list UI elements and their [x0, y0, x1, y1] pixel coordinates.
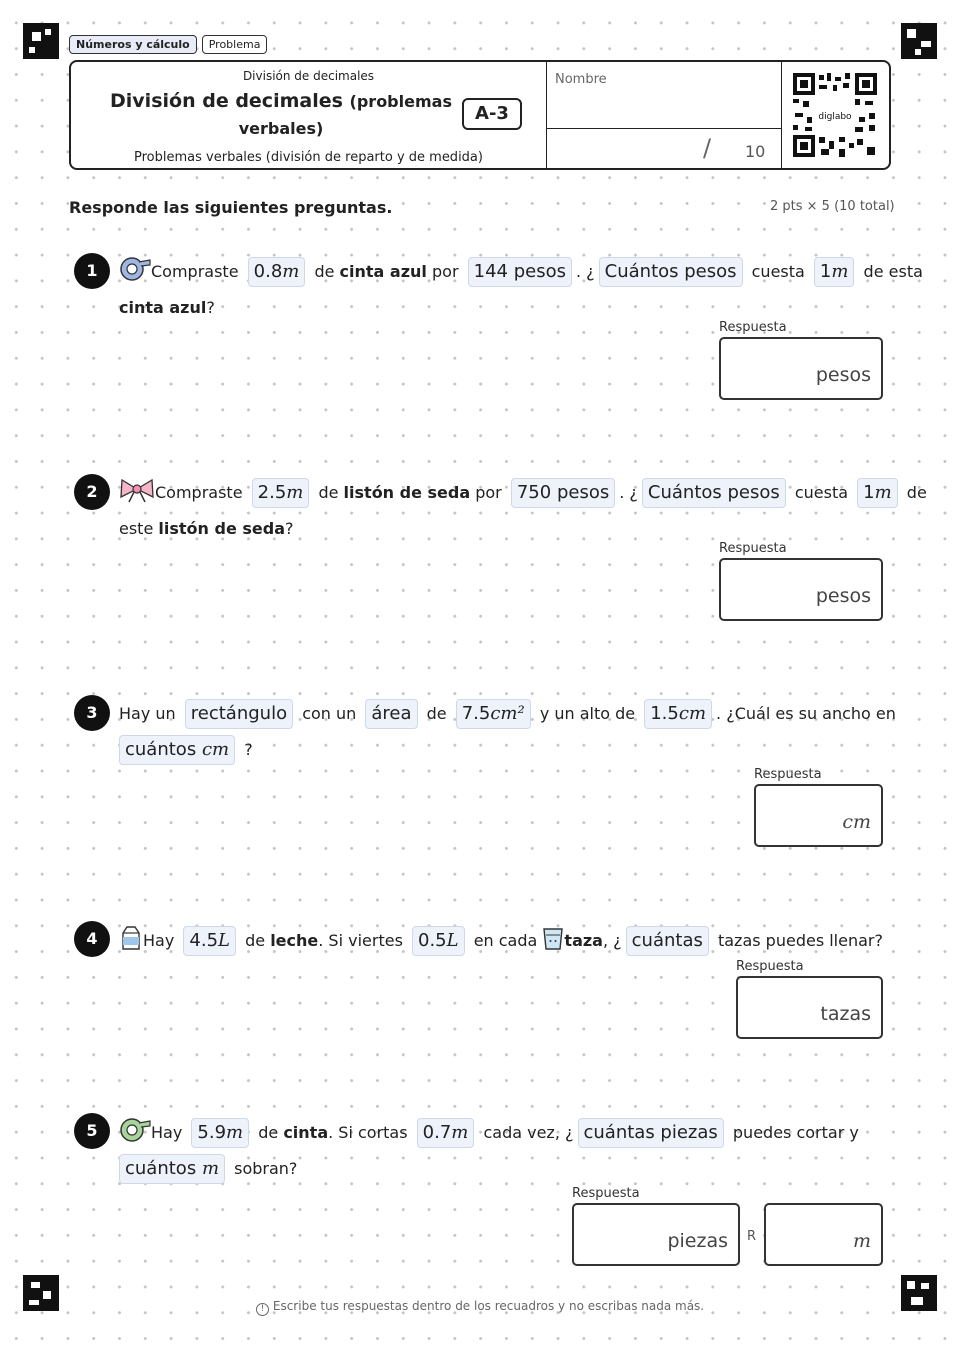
answer-label: Respuesta: [719, 541, 787, 556]
ask-highlight: Cuántos pesos: [642, 478, 786, 508]
corner-marker-top-left: [23, 23, 59, 59]
level-badge: A-3: [462, 98, 522, 130]
header-subtitle: Problemas verbales (división de reparto y de medida): [134, 150, 483, 165]
tag-row: [69, 35, 267, 54]
question-2-line-2: este listón de seda?: [119, 519, 294, 538]
instructions: Responde las siguientes preguntas.: [69, 198, 393, 217]
info-icon: !: [256, 1303, 269, 1316]
question-3-line-2: cuántos cm ?: [119, 733, 253, 767]
area-highlight: área: [365, 699, 417, 729]
ribbon-icon: [119, 477, 155, 503]
quantity-highlight: 2.5m: [252, 478, 310, 508]
question-number: 3: [74, 695, 110, 731]
per-highlight: 1m: [814, 257, 855, 287]
milk-icon: [119, 925, 143, 951]
name-field[interactable]: [547, 90, 780, 127]
price-highlight: 750 pesos: [511, 478, 615, 508]
remainder-label: R: [747, 1229, 757, 1244]
question-number: 4: [74, 921, 110, 957]
cut-highlight: 0.7m: [417, 1118, 475, 1148]
tag-topic: Números y cálculo: [69, 35, 197, 54]
height-highlight: 1.5cm: [644, 699, 712, 729]
cup-icon: [542, 927, 564, 951]
points-info: 2 pts × 5 (10 total): [770, 199, 895, 214]
corner-marker-top-right: [901, 23, 937, 59]
answer-label: Respuesta: [736, 959, 804, 974]
area-value-highlight: 7.5cm²: [456, 699, 531, 729]
answer-box-3[interactable]: cm: [754, 784, 883, 847]
svg-text:diglabo: diglabo: [818, 112, 852, 122]
answer-box-1[interactable]: pesos: [719, 337, 883, 400]
question-5-line-1: Hay 5.9m de cinta. Si cortas 0.7m cada vez, ¿ cuántas piezas puedes cortar y: [119, 1116, 859, 1150]
ask-highlight: Cuántos pesos: [599, 257, 743, 287]
tape-icon: [119, 256, 151, 282]
question-number: 5: [74, 1113, 110, 1149]
pour-highlight: 0.5L: [412, 926, 465, 956]
question-number: 1: [74, 253, 110, 289]
quantity-highlight: 5.9m: [191, 1118, 249, 1148]
name-label: Nombre: [555, 72, 607, 87]
question-4-line-1: Hay 4.5L de leche. Si viertes 0.5L en cada taza, ¿ cuántas tazas puedes llenar?: [119, 924, 883, 958]
question-5-line-2: cuántos m sobran?: [119, 1152, 297, 1186]
qr-code-icon: [793, 73, 877, 157]
score-total: 10: [745, 142, 766, 161]
quantity-highlight: 4.5L: [183, 926, 236, 956]
price-highlight: 144 pesos: [468, 257, 572, 287]
ask-highlight: cuántos cm: [119, 735, 235, 765]
question-1-line-2: cinta azul?: [119, 298, 215, 317]
question-number: 2: [74, 474, 110, 510]
answer-box-4[interactable]: tazas: [736, 976, 883, 1039]
footer-note: ! Escribe tus respuestas dentro de los recuadros y no escribas nada más.: [0, 1299, 960, 1316]
ask-highlight: cuántas piezas: [578, 1118, 724, 1148]
score-field[interactable]: [547, 129, 697, 167]
shape-highlight: rectángulo: [185, 699, 293, 729]
worksheet-title: División de decimales (problemas verbales): [110, 90, 452, 138]
question-1-line-1: Compraste 0.8m de cinta azul por 144 pesos . ¿ Cuántos pesos cuesta 1m de esta: [119, 255, 923, 289]
remainder-box[interactable]: m: [764, 1203, 883, 1266]
score-slash: /: [703, 134, 712, 162]
tag-type: Problema: [202, 35, 268, 54]
green-tape-icon: [119, 1117, 151, 1143]
answer-box-5[interactable]: piezas: [572, 1203, 740, 1266]
header-category: División de decimales: [242, 69, 375, 83]
question-2-line-1: Compraste 2.5m de listón de seda por 750 pesos . ¿ Cuántos pesos cuesta 1m de: [119, 476, 927, 510]
per-highlight: 1m: [857, 478, 898, 508]
answer-label: Respuesta: [572, 1186, 640, 1201]
answer-box-2[interactable]: pesos: [719, 558, 883, 621]
worksheet-header: [69, 60, 891, 170]
answer-label: Respuesta: [754, 767, 822, 782]
ask-highlight: cuántas: [626, 926, 709, 956]
question-3-line-1: Hay un rectángulo con un área de 7.5cm² y un alto de 1.5cm . ¿Cuál es su ancho en: [119, 697, 896, 731]
ask-highlight-2: cuántos m: [119, 1154, 225, 1184]
answer-label: Respuesta: [719, 320, 787, 335]
quantity-highlight: 0.8m: [248, 257, 306, 287]
